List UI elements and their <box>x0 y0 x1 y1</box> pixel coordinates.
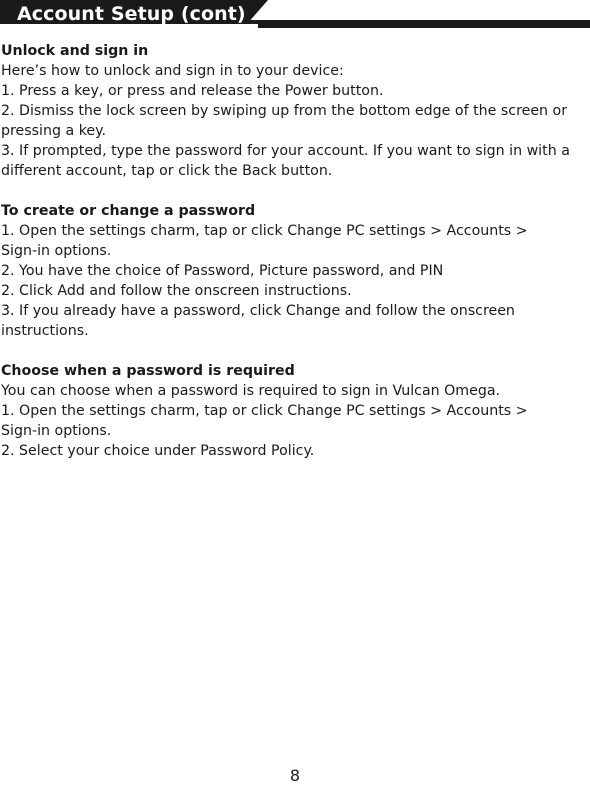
paragraph-line: different account, tap or click the Back button. <box>1 163 333 179</box>
page-header <box>0 0 590 28</box>
paragraph-line: You can choose when a password is required to sign in Vulcan Omega. <box>1 383 501 399</box>
paragraph-line: instructions. <box>1 323 89 339</box>
section-unlock-sign-in <box>1 41 589 181</box>
paragraph-line: 1. Open the settings charm, tap or click Change PC settings > Accounts > <box>1 403 528 419</box>
paragraph-line: pressing a key. <box>1 123 107 139</box>
header-cutout <box>247 0 590 20</box>
paragraph-line: 3. If prompted, type the password for your account. If you want to sign in with a <box>1 143 570 159</box>
paragraph-line: 2. Select your choice under Password Policy. <box>1 443 315 459</box>
section-create-change-password <box>1 201 589 341</box>
paragraph-line: Sign-in options. <box>1 243 112 259</box>
section-heading: Unlock and sign in <box>1 43 149 59</box>
paragraph-line: 2. You have the choice of Password, Picture password, and PIN <box>1 263 444 279</box>
paragraph-line: Sign-in options. <box>1 423 112 439</box>
paragraph-line: 1. Press a key, or press and release the Power button. <box>1 83 384 99</box>
page-title: Account Setup (cont) <box>17 3 246 25</box>
section-password-required <box>1 361 589 461</box>
page-number: 8 <box>289 766 301 785</box>
header-underline <box>258 22 590 28</box>
paragraph-line: 3. If you already have a password, click Change and follow the onscreen <box>1 303 515 319</box>
document-body <box>1 41 589 461</box>
paragraph-line: 1. Open the settings charm, tap or click Change PC settings > Accounts > <box>1 223 528 239</box>
section-heading: Choose when a password is required <box>1 363 295 379</box>
paragraph-line: Here’s how to unlock and sign in to your device: <box>1 63 344 79</box>
section-heading: To create or change a password <box>1 203 256 219</box>
paragraph-line: 2. Dismiss the lock screen by swiping up from the bottom edge of the screen or <box>1 103 568 119</box>
paragraph-line: 2. Click Add and follow the onscreen instructions. <box>1 283 352 299</box>
